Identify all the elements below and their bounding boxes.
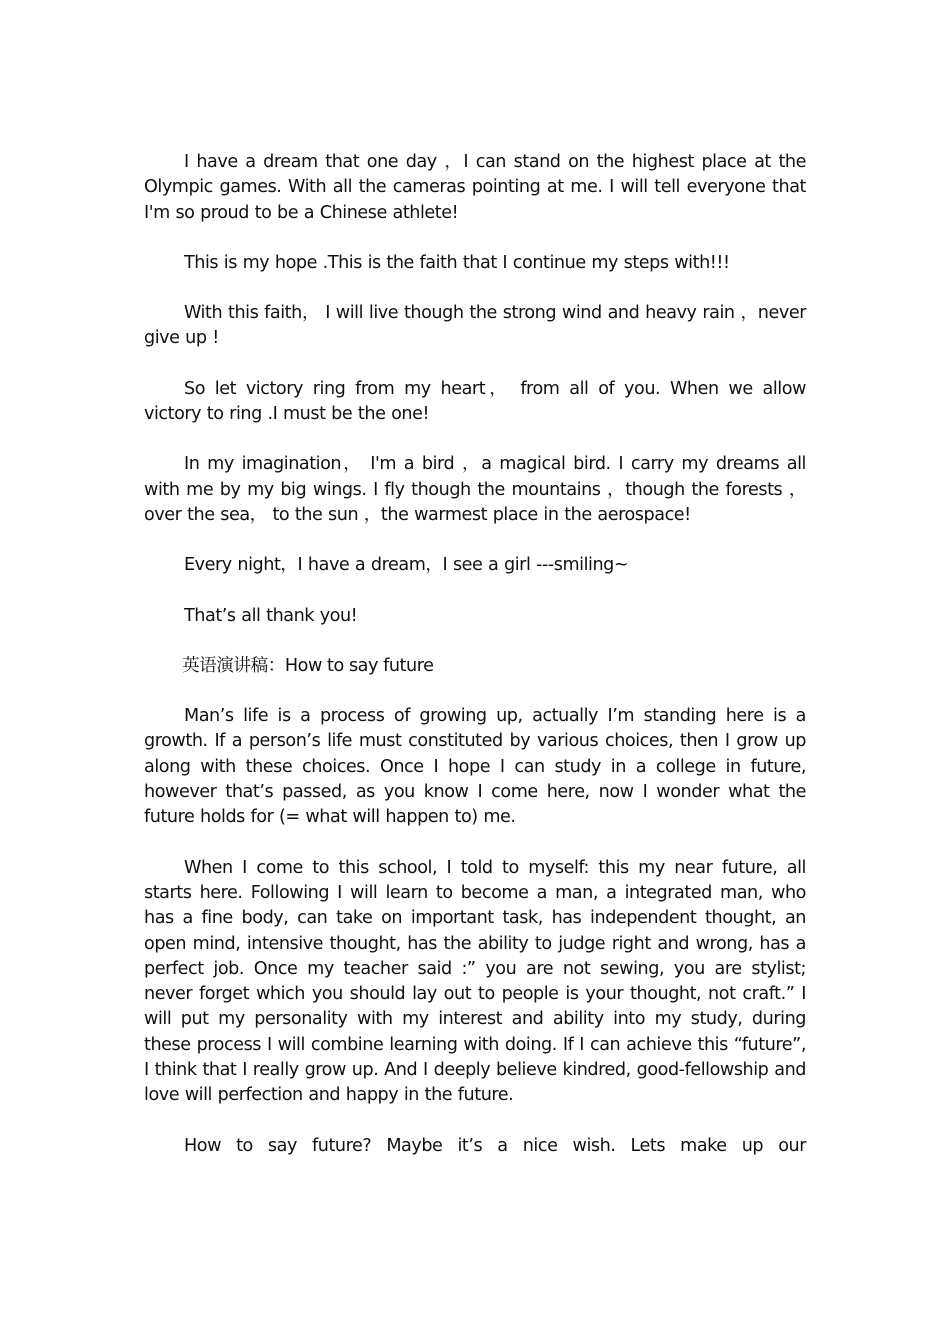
paragraph-victory: So let victory ring from my heart， from all of you. When we allow victory to ring .I must be the one! (144, 378, 806, 425)
paragraph-every-night: Every night，I have a dream，I see a girl ---smiling~ (184, 555, 629, 576)
paragraph-imagination: In my imagination， I'm a bird ，a magical bird. I carry my dreams all with me by my big wings. I fly though the mountains ，though the forests ，over the sea， to the sun ，the warmest place in the aerospace! (144, 454, 806, 525)
document-page (144, 150, 806, 1159)
paragraph-olympic-dream: I have a dream that one day ，I can stand on the highest place at the Olympic games. With all the cameras pointing at me. I will tell everyone that I'm so proud to be a Chinese athlete! (144, 152, 806, 223)
paragraph-hope: This is my hope .This is the faith that I continue my steps with!!! (184, 252, 730, 273)
paragraph-future-wish: How to say future? Maybe it’s a nice wish. Lets make up our (184, 1135, 806, 1156)
paragraph-school: When I come to this school, I told to myself: this my near future, all starts here. Following I will learn to become a man, a integrated man, who has a fine body, can take on important task, has independent thought, an open mind, intensive thought, has the ability to judge right and wrong, has a perfect job. Once my teacher said :” you are not sewing, you are stylist; never forget which you should lay out to people is your thought, not craft.” I will put my personality with my interest and ability into my study, during these process I will combine learning with doing. If I can achieve this “future”, I think that I really grow up. And I deeply believe kindred, good-fellowship and love will perfection and happy in the future. (144, 857, 806, 1106)
paragraph-thank-you: That’s all thank you! (184, 605, 358, 626)
speech-heading: 英语演讲稿：How to say future (182, 655, 434, 676)
paragraph-faith: With this faith， I will live though the strong wind and heavy rain ，never give up ! (144, 303, 806, 349)
paragraph-growing-up: Man’s life is a process of growing up, actually I’m standing here is a growth. If a person’s life must constituted by various choices, then I grow up along with these choices. Once I hope I can study in a college in future, however that’s passed, as you know I come here, now I wonder what the future holds for (= what will happen to) me. (144, 706, 806, 828)
